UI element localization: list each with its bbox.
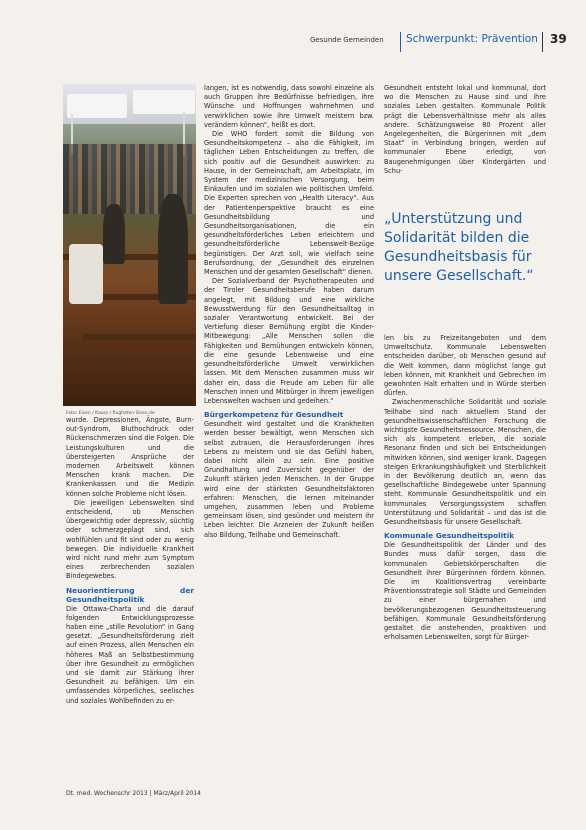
header-section-label: Gesunde Gemeinden (310, 36, 384, 44)
photo-person (103, 204, 125, 264)
photo-caption: Foto: Eisen / Kauss / flughafen-lösen.de (66, 411, 155, 416)
paragraph: Gesundheit entsteht lokal und kommunal, dort wo die Menschen zu Hause sind und ihre soziales Leben gestalten. Kommunale Politik prägt die Lebensverhältnisse mehr als alles andere. Schätzungsweise 80 Prozent aller Angelegenheiten, die Bürgerinnen mit „dem Staat“ in Verbindung bringen, werden auf kommunaler Ebene erledigt, von Baugenehmigungen über Kindergärten und Schu- (384, 84, 546, 175)
page-footer: Dt. med. Wochenschr 2013 | März/April 2014 (66, 790, 201, 797)
photo-person (158, 194, 188, 304)
paragraph: Gesundheit wird gestaltet und die Krankheiten werden besser bewältigt, wenn Menschen sich selbst zutrauen, die Herausforderungen ihres Lebens zu meistern und sie das Gefühl haben, dabei nicht allein zu sein. Eine positive Grundhaltung und Zuversicht gegenüber der Zukunft stärken jeden Menschen. In der Gruppe wird eine der stärksten Gesundheitsfaktoren erfahren: Menschen, die lernen miteinander umgehen, zusammen leben und Probleme gemeinsam lösen, sind gesünder und meistern ihr Leben leichter. Die Arzneien der Zukunft heißen also Bildung, Teilhabe und Gemeinschaft. (204, 420, 374, 539)
article-column-3-bottom (384, 334, 546, 643)
photo-tent (67, 94, 127, 118)
header-topic: Schwerpunkt: Prävention (406, 33, 538, 45)
paragraph: Zwischenmenschliche Solidarität und soziale Teilhabe sind nach aktuellem Stand der gesundheitswissenschaftlichen Forschung die wichtigste Gesundheitsressource. Menschen, die sich als kompetent erleben, die soziale Resonanz finden und sich bei Entscheidungen mitwirken können, sind weniger krank. Dagegen steigen Erkrankungshäufigkeit und Sterblichkeit in der Bevölkerung deutlich an, wenn das gesellschaftliche Bindegewebe unter Spannung steht. Kommunale Gesundheitspolitik und ein kommunales Versorgungssystem schaffen Unterstützung und Solidarität – und das ist die Gesundheitsbasis für unsere Gesellschaft. (384, 398, 546, 527)
article-column-1 (66, 416, 194, 706)
article-column-2 (204, 84, 374, 540)
pull-quote: „Unterstützung und Solidarität bilden die Gesundheitsbasis für unsere Gesellschaft.“ (384, 211, 534, 284)
paragraph: len bis zu Freizeitangeboten und dem Umweltschutz. Kommunale Lebenswelten entscheiden darüber, ob Menschen gesund auf die Welt kommen, dann möglichst lange gut leben können, mit Krankheit und Gebrechen im gewohnten Halt erhalten und in Würde sterben dürfen. (384, 334, 546, 398)
paragraph: Die jeweiligen Lebenswelten sind entscheidend, ob Menschen übergewichtig oder depressiv, süchtig oder schmerzgeplagt sind, sich wohlfühlen und fit sind oder zu wenig bewegen. Die individuelle Krankheit wird nicht rund mehr zum Symptom eines zerbrechenden sozialen Bindegewebes. (66, 498, 194, 581)
photo-person (69, 244, 103, 304)
article-column-3-top (384, 84, 546, 176)
section-heading: Kommunale Gesundheitspolitik (384, 531, 515, 541)
section-heading: Bürgerkompetenz für Gesundheit (204, 410, 344, 420)
photo-tent (133, 90, 195, 114)
paragraph: langen, ist es notwendig, dass sowohl einzelne als auch Gruppen ihre Bedürfnisse befriedigen, ihre Wünsche und Hoffnungen wahrnehmen und verwirklichen sowie ihre Umwelt meistern bzw. verändern können“, heißt es dort. (204, 84, 374, 129)
header-divider-2 (542, 32, 543, 52)
paragraph: Die Gesundheitspolitik der Länder und des Bundes muss dafür sorgen, dass die kommunalen Gebietskörperschaften die Gesundheit ihrer Bürgerinnen fördern können. Die im Koalitionsvertrag vereinbarte Präventionsstrategie soll Städte und Gemeinden zu einer bürgernahen und bevölkerungsbezogenen Gesundheitssteuerung befähigen. Kommunale Gesundheitsförderung gestaltet die anstehenden, proaktiven und erholsamen Lebenswelten, sorgt für Bürger- (384, 541, 546, 642)
page-number: 39 (550, 32, 567, 46)
header-divider (400, 32, 401, 52)
photo-bench (83, 334, 196, 340)
page-header (310, 32, 580, 52)
paragraph: Die WHO fordert somit die Bildung von Gesundheitskompetenz – also die Fähigkeit, im täglichen Leben Entscheidungen zu treffen, die sich positiv auf die Gesundheit auswirken: zu Hause, in der Gemeinschaft, am Arbeitsplatz, im System der medizinischen Versorgung, beim Einkaufen und im sozialen wie politischen Umfeld. Die Experten sprechen von „Health Literacy“. Aus der Patientenperspektive braucht es eine Gesundheitsbildung und Gesundheitsorganisationen, die ein gesundheitsförderliches Leben erleichtern und gesundheitsförderliche Lebenswelt-Bezüge begünstigen. Der Arzt soll, wie vielfach seine Berufsordnung, der „Gesundheit des einzelnen Menschen und der gesamten Gesellschaft“ dienen. (204, 130, 374, 277)
paragraph: Die Ottawa-Charta und die darauf folgenden Entwicklungsprozesse haben eine „stille Revolution“ in Gang gesetzt. „Gesundheitsförderung zielt auf einen Prozess, allen Menschen ein höheres Maß an Selbstbestimmung über ihre Gesundheit zu ermöglichen und sie damit zur Stärkung ihrer Gesundheit zu befähigen. Um ein umfassendes körperliches, seelisches und soziales Wohlbefinden zu er- (66, 604, 194, 705)
section-heading: Neuorientierung der Gesundheitspolitik (66, 585, 194, 604)
paragraph: Der Sozialverband der Psychotherapeuten und der Tiroler Gesundheitsberufe haben darum angelegt, mit Bildung und eine wirkliche Bewusstwerdung für den Gesundheitsalltag in sozialer Verantwortung entwickelt. Bei der Vertiefung dieser Bemühung ergibt die Kinder-Mitbewegung: „Alle Menschen sollen die Fähigkeiten und Bemühungen entwickeln können, die eine gesunde Lebensweise und eine gesundheitsförderliche Umwelt verwirklichen lassen. Mit dem Menschen zusammen muss wir daher ein, dass die Freude am Leben für alle Menschen innen und Mitbürger in ihrem jeweiligen Lebenswelten wachsen und gedeihen.“ (204, 277, 374, 405)
festival-photo (63, 84, 196, 406)
paragraph: wurde. Depressionen, Ängste, Burn-out-Syndrom, Bluthochdruck oder Rückenschmerzen sind die Folgen. Die Leistungskulturen und die übersteigerten Ansprüche der modernen Arbeitswelt können Menschen krank machen. Die Krankenkassen und die Medizin können solche Probleme nicht lösen. (66, 416, 194, 498)
